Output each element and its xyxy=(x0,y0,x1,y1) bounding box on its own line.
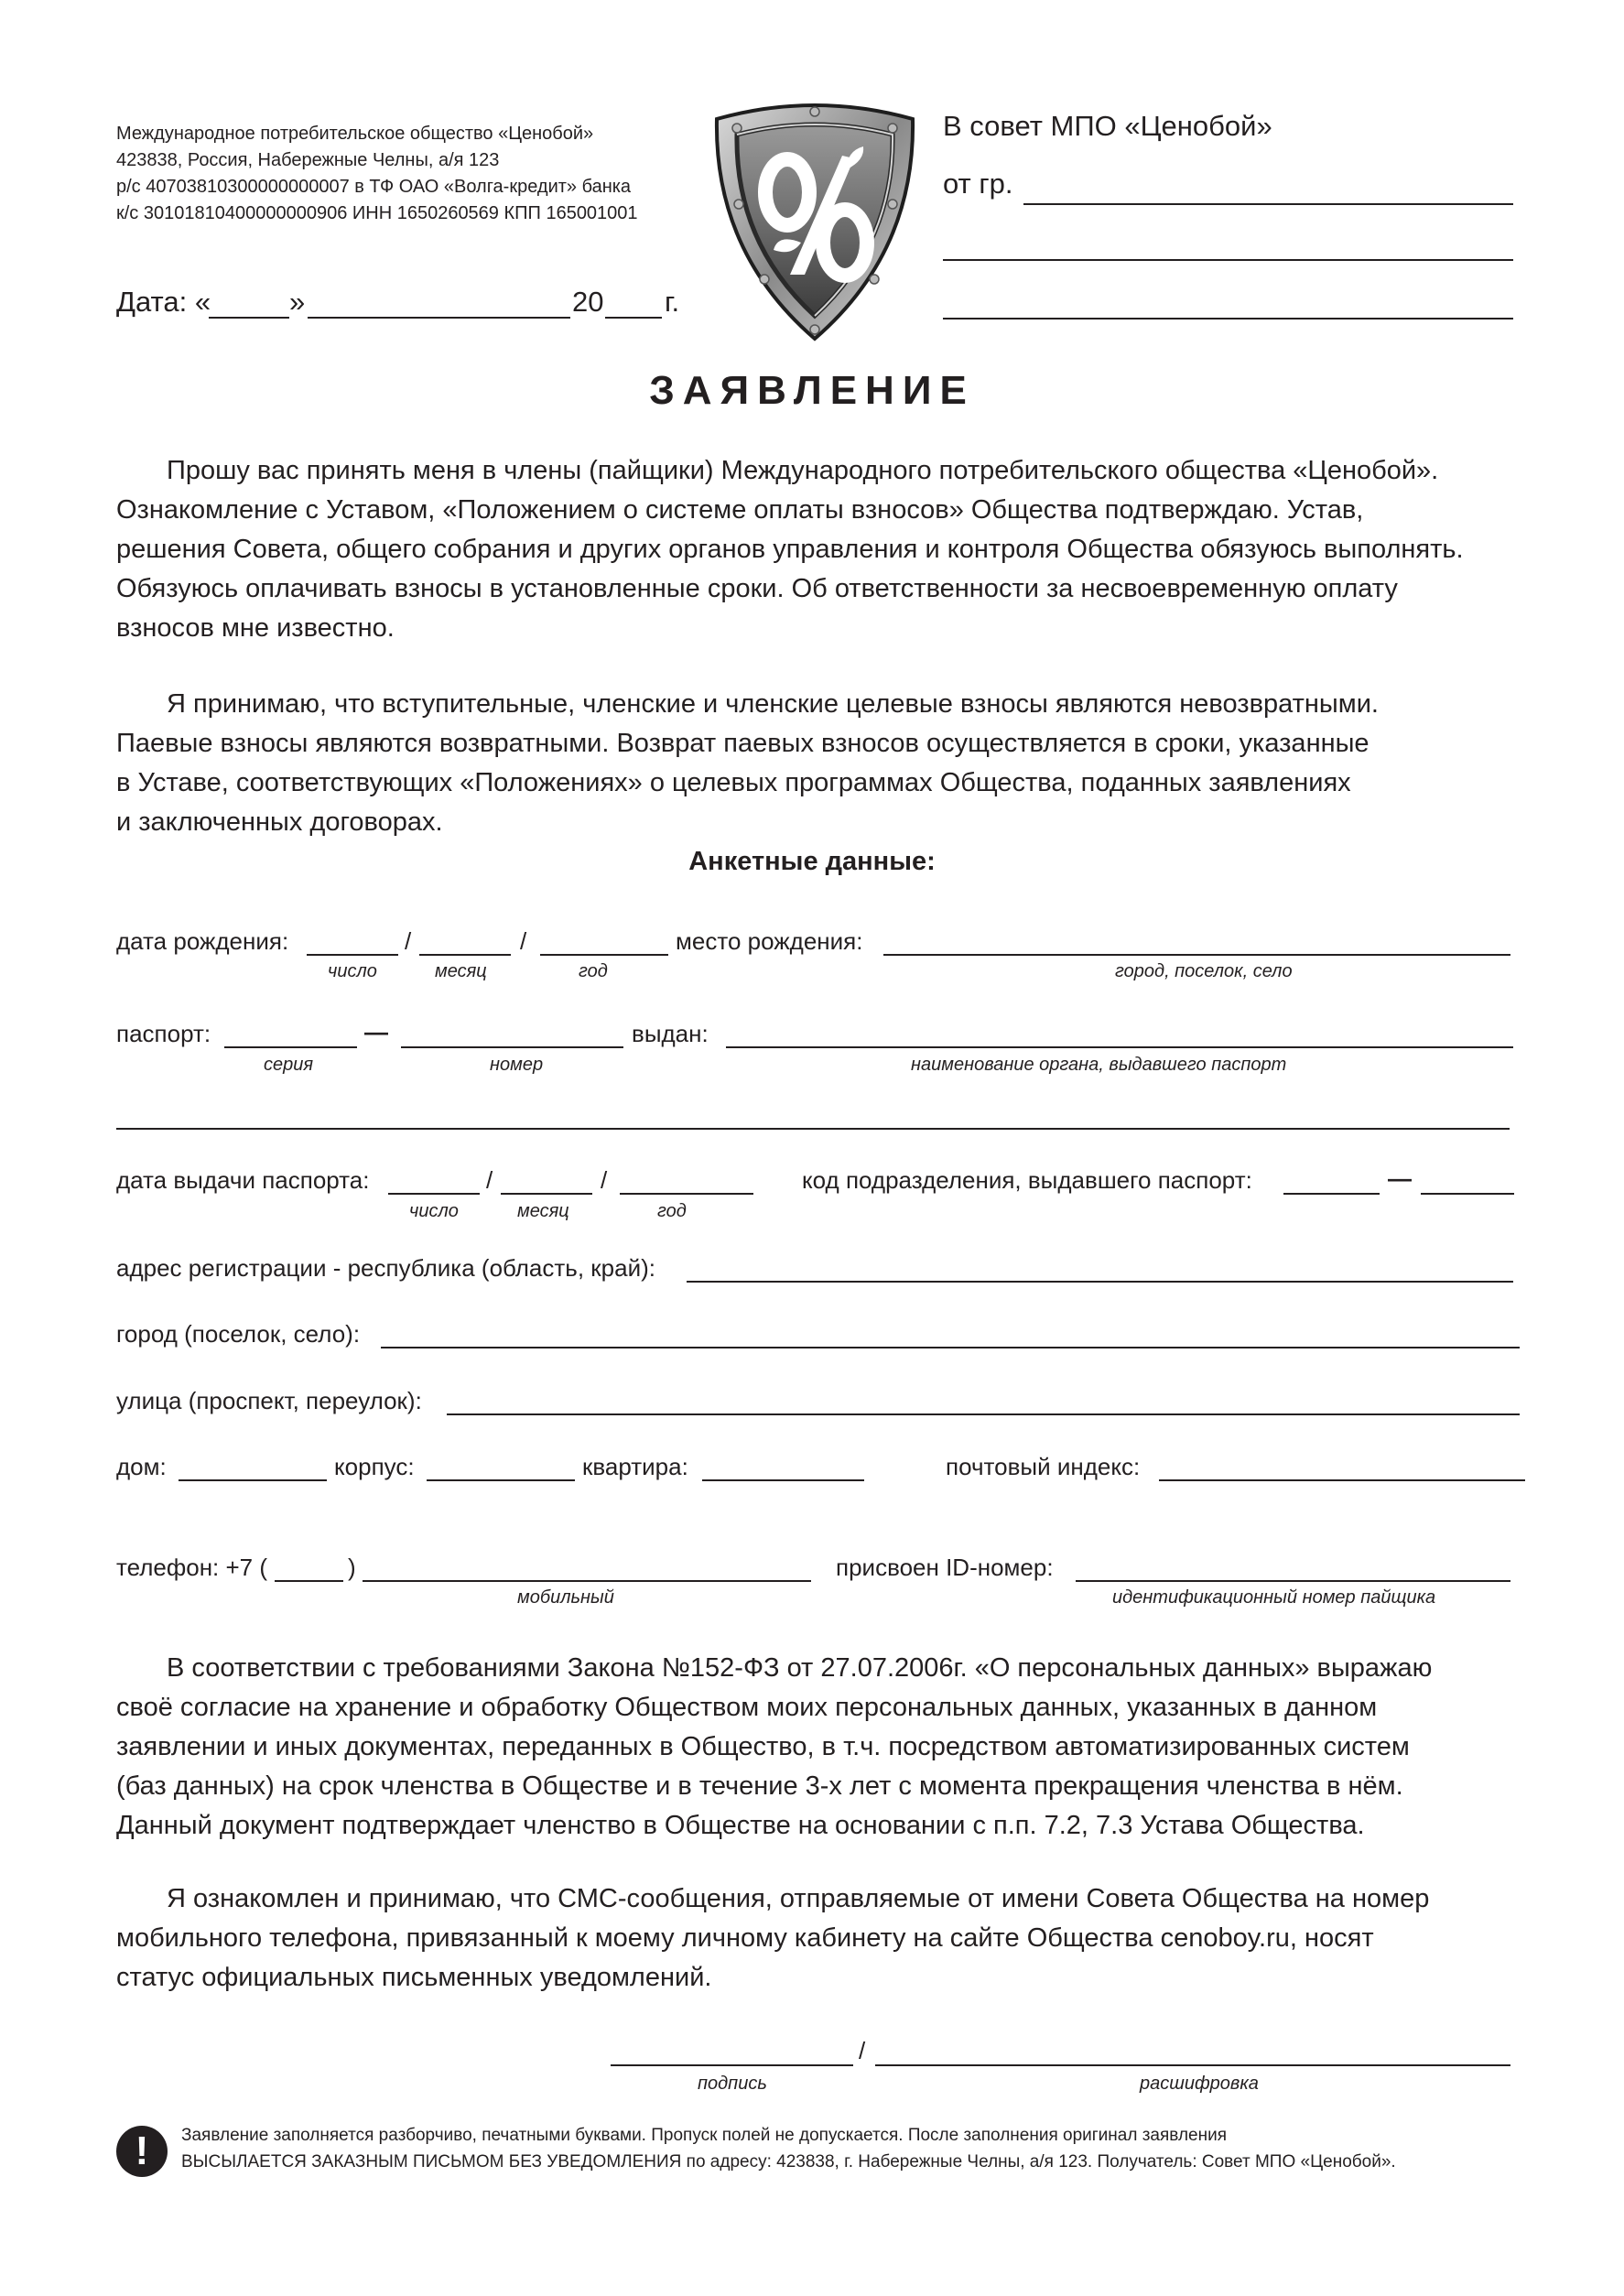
building-label: корпус: xyxy=(334,1453,415,1480)
separator-slash: / xyxy=(601,1166,608,1194)
date-suffix: г. xyxy=(665,286,680,318)
applicant-name-field-3[interactable] xyxy=(943,318,1513,319)
passport-number-field[interactable] xyxy=(401,1046,623,1048)
phone-number-field[interactable] xyxy=(363,1580,811,1582)
postcode-label: почтовый индекс: xyxy=(946,1453,1141,1480)
separator-slash: / xyxy=(486,1166,493,1194)
footer-note-line-2: ВЫСЫЛАЕТСЯ ЗАКАЗНЫМ ПИСЬМОМ БЕЗ УВЕДОМЛЕНИЯ по адресу: 423838, г. Набережные Челны, а/я 123. Получатель: Совет МПО «Ценобой». xyxy=(181,2152,1396,2171)
month-hint: месяц xyxy=(517,1201,569,1221)
series-hint: серия xyxy=(264,1055,314,1075)
issuer-hint: наименование органа, выдавшего паспорт xyxy=(911,1055,1287,1075)
paragraph-line: заявлении и иных документах, переданных в Общество, в т.ч. посредством автоматизированных систем xyxy=(116,1732,1410,1761)
house-label: дом: xyxy=(116,1453,167,1480)
org-name: Международное потребительское общество «Ценобой» xyxy=(116,124,594,144)
document-title: ЗАЯВЛЕНИЕ xyxy=(649,368,975,413)
issue-year-field[interactable] xyxy=(620,1193,753,1195)
paragraph-line: Прошу вас принять меня в члены (пайщики) Международного потребительского общества «Ценобой». xyxy=(167,456,1439,485)
member-id-field[interactable] xyxy=(1076,1580,1510,1582)
paragraph-line: Ознакомление с Уставом, «Положением о системе оплаты взносов» Общества подтверждаю. Устав, xyxy=(116,495,1364,525)
separator-slash: / xyxy=(859,2037,866,2064)
date-day-field[interactable] xyxy=(209,317,289,319)
street-label: улица (проспект, переулок): xyxy=(116,1387,422,1414)
birth-date-label: дата рождения: xyxy=(116,927,289,955)
paragraph-line: В соответствии с требованиями Закона №152-ФЗ от 27.07.2006г. «О персональных данных» выражаю xyxy=(167,1653,1433,1683)
org-bank-details: к/с 30101810400000000906 ИНН 1650260569 КПП 165001001 xyxy=(116,203,638,223)
id-label: присвоен ID-номер: xyxy=(836,1554,1054,1581)
house-field[interactable] xyxy=(179,1479,327,1481)
footer-note-line-1: Заявление заполняется разборчиво, печатными буквами. Пропуск полей не допускается. После заполнения оригинал заявления xyxy=(181,2126,1227,2145)
street-field[interactable] xyxy=(447,1413,1520,1415)
paragraph-line: решения Совета, общего собрания и других органов управления и контроля Общества обязуюсь выполнять. xyxy=(116,535,1464,564)
apartment-label: квартира: xyxy=(582,1453,688,1480)
birth-place-field[interactable] xyxy=(883,954,1510,956)
date-label: Дата: « xyxy=(116,286,211,318)
date-month-field[interactable] xyxy=(308,317,570,319)
paragraph-fees xyxy=(116,685,1581,842)
month-hint: месяц xyxy=(435,961,487,981)
passport-label: паспорт: xyxy=(116,1020,211,1047)
paragraph-line: статус официальных письменных уведомлений. xyxy=(116,1963,712,1992)
separator-dash: — xyxy=(364,1018,388,1045)
city-field[interactable] xyxy=(381,1347,1520,1348)
passport-issuer-field-2[interactable] xyxy=(116,1128,1510,1130)
separator-dash: — xyxy=(1388,1164,1412,1192)
member-id-hint: идентификационный номер пайщика xyxy=(1112,1587,1436,1608)
issue-day-field[interactable] xyxy=(388,1193,480,1195)
day-hint: число xyxy=(328,961,377,981)
separator-slash: / xyxy=(520,927,527,955)
form-section-title: Анкетные данные: xyxy=(688,847,936,876)
signature-hint: подпись xyxy=(698,2074,767,2094)
from-label: от гр. xyxy=(943,168,1013,200)
org-account: р/с 40703810300000000007 в ТФ ОАО «Волга-кредит» банка xyxy=(116,177,632,197)
paragraph-membership xyxy=(116,451,1581,648)
paragraph-line: в Уставе, соответствующих «Положениях» о целевых программах Общества, поданных заявлениях xyxy=(116,768,1351,797)
division-code-label: код подразделения, выдавшего паспорт: xyxy=(802,1166,1252,1194)
phone-paren-close: ) xyxy=(348,1554,356,1581)
number-hint: номер xyxy=(490,1055,544,1075)
region-label: адрес регистрации - республика (область, край): xyxy=(116,1254,655,1282)
date-mid-quote: » xyxy=(289,286,306,318)
region-field[interactable] xyxy=(687,1281,1513,1283)
paragraph-line: и заключенных договорах. xyxy=(116,807,443,837)
birth-month-field[interactable] xyxy=(419,954,511,956)
division-code-field-1[interactable] xyxy=(1283,1193,1380,1195)
mobile-hint: мобильный xyxy=(517,1587,614,1608)
day-hint: число xyxy=(409,1201,459,1221)
birth-place-hint: город, поселок, село xyxy=(1115,961,1293,981)
phone-area-code-field[interactable] xyxy=(275,1580,343,1582)
phone-label: телефон: +7 ( xyxy=(116,1554,268,1581)
city-label: город (поселок, село): xyxy=(116,1320,361,1348)
separator-slash: / xyxy=(405,927,412,955)
paragraph-line: Обязуюсь оплачивать взносы в установленные сроки. Об ответственности за несвоевременную оплату xyxy=(116,574,1398,603)
paragraph-line: Я принимаю, что вступительные, членские и членские целевые взносы являются невозвратными. xyxy=(167,689,1379,719)
issued-label: выдан: xyxy=(632,1020,709,1047)
apartment-field[interactable] xyxy=(702,1479,864,1481)
division-code-field-2[interactable] xyxy=(1421,1193,1514,1195)
paragraph-line: своё согласие на хранение и обработку Обществом моих персональных данных, указанных в данном xyxy=(116,1693,1378,1722)
shield-percent-logo xyxy=(709,96,920,343)
signature-field[interactable] xyxy=(611,2064,853,2066)
applicant-name-field-2[interactable] xyxy=(943,259,1513,261)
birth-day-field[interactable] xyxy=(307,954,398,956)
paragraph-line: Паевые взносы являются возвратными. Возврат паевых взносов осуществляется в сроки, указанные xyxy=(116,729,1370,758)
issue-date-label: дата выдачи паспорта: xyxy=(116,1166,370,1194)
paragraph-line: Я ознакомлен и принимаю, что СМС-сообщения, отправляемые от имени Совета Общества на номер xyxy=(167,1884,1430,1913)
paragraph-sms xyxy=(116,1879,1581,1998)
building-field[interactable] xyxy=(427,1479,575,1481)
year-hint: год xyxy=(579,961,608,981)
decryption-hint: расшифровка xyxy=(1140,2074,1259,2094)
paragraph-line: мобильного телефона, привязанный к моему личному кабинету на сайте Общества cenoboy.ru, носят xyxy=(116,1923,1374,1953)
passport-issuer-field[interactable] xyxy=(726,1046,1513,1048)
passport-series-field[interactable] xyxy=(224,1046,357,1048)
birth-place-label: место рождения: xyxy=(676,927,863,955)
date-year-prefix: 20 xyxy=(572,286,604,318)
signature-decryption-field[interactable] xyxy=(875,2064,1510,2066)
addressee: В совет МПО «Ценобой» xyxy=(943,110,1272,142)
paragraph-line: взносов мне известно. xyxy=(116,613,395,643)
year-hint: год xyxy=(657,1201,687,1221)
shield-icon xyxy=(709,96,920,343)
birth-year-field[interactable] xyxy=(540,954,668,956)
paragraph-line: Данный документ подтверждает членство в Обществе на основании с п.п. 7.2, 7.3 Устава Общества. xyxy=(116,1811,1365,1840)
paragraph-personal-data xyxy=(116,1649,1581,1846)
exclamation-icon: ! xyxy=(116,2126,168,2177)
issue-month-field[interactable] xyxy=(501,1193,592,1195)
postcode-field[interactable] xyxy=(1159,1479,1525,1481)
org-address: 423838, Россия, Набережные Челны, а/я 123 xyxy=(116,150,500,170)
date-year-field[interactable] xyxy=(605,317,662,319)
applicant-name-field[interactable] xyxy=(1023,203,1513,205)
paragraph-line: (баз данных) на срок членства в Обществе и в течение 3-х лет с момента прекращения членства в нём. xyxy=(116,1771,1403,1801)
